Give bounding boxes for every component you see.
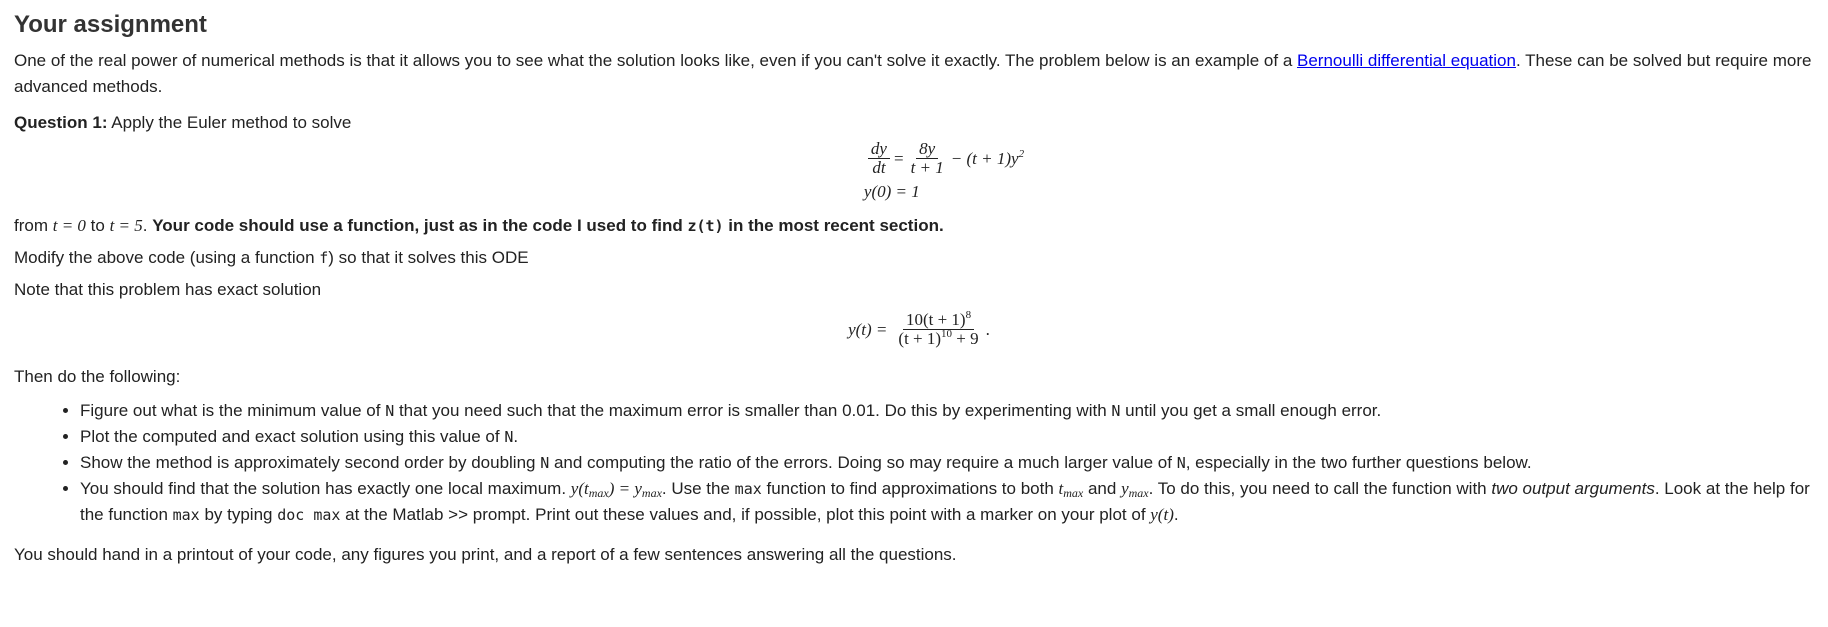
b4-mid2: . To do this, you need to call the function with [1148, 479, 1492, 498]
exact-num-exp: 8 [965, 309, 972, 321]
b3-before: Show the method is approximately second order by doubling [80, 453, 541, 472]
b4-before: You should find that the solution has exactly one local maximum. [80, 479, 571, 498]
rhs-exponent: 2 [1018, 147, 1025, 160]
task-list [14, 398, 1814, 528]
b4-math1-sub: max [588, 486, 609, 500]
b3-mid: and computing the ratio of the errors. Doing so may require a much larger value of [549, 453, 1177, 472]
range-dot: . [142, 216, 153, 235]
rhs-denominator: t + 1 [910, 158, 944, 177]
ode-equation [14, 140, 1814, 203]
range-bold-instruction [152, 216, 943, 235]
dy-numerator: dy [868, 140, 890, 159]
exact-num-base: 10(t + 1) [905, 310, 966, 329]
b4-mid3: . Look at the help for the function [80, 479, 1810, 524]
exact-den-base: (t + 1) [898, 329, 942, 348]
note-line: Note that this problem has exact solution [14, 280, 322, 299]
exact-den-rest: + 9 [952, 329, 979, 348]
modify-code-f: f [319, 249, 329, 267]
intro-text-before: One of the real power of numerical methods is that it allows you to see what the solution looks like, even if you can't solve it exactly. The problem below is an example of a [14, 51, 1298, 70]
list-item [80, 450, 1814, 476]
b3-end: , especially in the two further questions below. [1185, 453, 1532, 472]
b1-before: Figure out what is the minimum value of [80, 401, 386, 420]
exact-row [848, 311, 990, 348]
bernoulli-link[interactable]: Bernoulli differential equation [1297, 51, 1516, 70]
exact-numerator [903, 311, 974, 330]
intro-paragraph [14, 48, 1814, 100]
exact-denominator [895, 330, 981, 348]
exact-den-exp: 10 [941, 328, 953, 340]
b4-code-doc-max: doc max [277, 506, 341, 524]
range-to: to [85, 216, 110, 235]
b3-code-n: N [540, 454, 550, 472]
modify-after: ) so that it solves this ODE [328, 248, 529, 267]
b4-mid1: function to find approximations to both [761, 479, 1059, 498]
list-item [80, 424, 1814, 450]
b4-y-sub: max [1128, 486, 1149, 500]
question-1 [14, 110, 1814, 136]
b2-code-n: N [504, 428, 514, 446]
bold-text-after: in the most recent section. [723, 216, 944, 235]
b4-t-sym: t [1058, 479, 1064, 498]
bold-text-before: Your code should use a function, just as in the code I used to find [152, 216, 688, 235]
b2-end: . [513, 427, 519, 446]
range-line [14, 213, 1814, 239]
b4-mid5: at the Matlab >> prompt. Print out these values and, if possible, plot this point with a marker on your plot of [340, 505, 1151, 524]
b4-code-max: max [734, 480, 762, 498]
initial-condition: y(0) = 1 [863, 182, 920, 201]
dy-dt-fraction [868, 140, 890, 177]
range-from: from [14, 216, 53, 235]
exact-solution-equation [14, 311, 1814, 348]
range-t0: t = 0 [52, 216, 86, 235]
b4-after-math: . Use the [661, 479, 735, 498]
list-item [80, 398, 1814, 424]
b4-math1-mid: ) = y [608, 479, 642, 498]
b4-math-ymax [571, 479, 662, 498]
bold-code-z: z(t) [687, 217, 724, 235]
rhs-rest [951, 148, 1024, 170]
b4-italic: two output arguments [1491, 479, 1655, 498]
exact-fraction [895, 311, 981, 348]
closing-paragraph: You should hand in a printout of your code, any figures you print, and a report of a few sentences answering all the questions. [14, 545, 957, 564]
ode-equals: = [893, 148, 904, 168]
rhs-fraction [908, 140, 947, 177]
b1-code-n2: N [1111, 402, 1121, 420]
question-1-label: Question 1: [14, 113, 108, 132]
b4-math1-sub2: max [641, 486, 662, 500]
b4-and: and [1083, 479, 1122, 498]
rhs-rest-text: − (t + 1)y [950, 148, 1019, 168]
b1-after: that you need such that the maximum error is smaller than 0.01. Do this by experimenting with [394, 401, 1112, 420]
question-1-text: Apply the Euler method to solve [107, 113, 352, 132]
b4-math1: y(t [570, 479, 589, 498]
exact-end: . [985, 319, 990, 339]
then-line: Then do the following: [14, 367, 181, 386]
ode-row [864, 140, 1024, 177]
b4-tmax [1059, 479, 1084, 498]
rhs-numerator: 8y [916, 140, 938, 159]
b4-ymax [1121, 479, 1149, 498]
modify-before: Modify the above code (using a function [14, 248, 320, 267]
list-item [80, 476, 1814, 528]
b3-code-n2: N [1176, 454, 1186, 472]
page-title: Your assignment [14, 11, 207, 38]
b1-end: until you get a small enough error. [1120, 401, 1382, 420]
modify-line [14, 245, 1814, 271]
intro-text-after: . These can be solved but require more advanced methods. [14, 51, 1812, 96]
dt-denominator: dt [872, 158, 886, 177]
b4-code-max2: max [172, 506, 200, 524]
exact-lhs: y(t) = [848, 319, 888, 339]
b2-before: Plot the computed and exact solution using this value of [80, 427, 505, 446]
b4-end: . [1173, 505, 1179, 524]
b4-mid4: by typing [199, 505, 278, 524]
b4-t-sub: max [1063, 486, 1084, 500]
range-t5: t = 5 [109, 216, 143, 235]
b4-math-yt: y(t) [1150, 505, 1174, 524]
b1-code-n: N [385, 402, 395, 420]
b4-y-sym: y [1121, 479, 1129, 498]
